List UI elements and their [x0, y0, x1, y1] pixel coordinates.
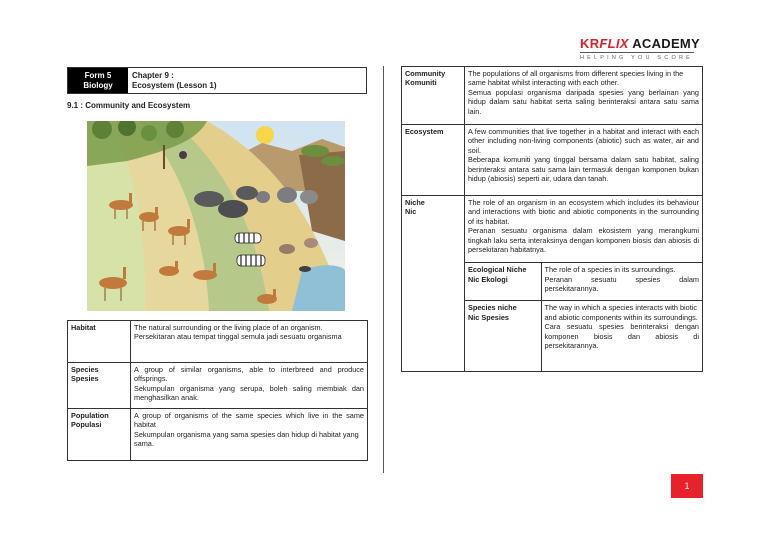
- lesson-label: Ecosystem (Lesson 1): [132, 80, 217, 90]
- table-row: [68, 409, 368, 461]
- ecosystem-illustration: [87, 121, 345, 311]
- section-title: 9.1 : Community and Ecosystem: [67, 101, 191, 110]
- table-row: [402, 196, 703, 372]
- term-cell: Ecosystem: [402, 125, 465, 196]
- term-cell: Species Spesies: [68, 363, 131, 409]
- krflix-logo: KRFLIX ACADEMY HELPING YOU SCORE: [580, 36, 701, 61]
- chapter-header: [67, 67, 367, 94]
- definition-cell: A group of similar organisms, able to interbreed and produce offsprings. Sekumpulan organisma yang serupa, boleh saling membiak dan menghasilkan anak.: [131, 363, 368, 409]
- form-subject-cell: [68, 68, 128, 93]
- table-row: [68, 363, 368, 409]
- definition-cell: The way in which a species interacts with biotic and abiotic components within its surroundings. Cara sesuatu spesies berinteraksi dengan komponen biosis dan abiosis di persekitarannya.: [541, 301, 702, 371]
- chapter-label: Chapter 9 :: [132, 70, 174, 80]
- term-cell: Habitat: [68, 321, 131, 363]
- subject-label: Biology: [83, 80, 113, 90]
- table-row: [402, 67, 703, 125]
- definitions-table-right: [401, 66, 703, 372]
- term-cell: Population Populasi: [68, 409, 131, 461]
- table-row: [465, 301, 702, 371]
- table-row: [68, 321, 368, 363]
- definitions-table-left: [67, 320, 368, 461]
- niche-subtable: [465, 262, 702, 371]
- column-divider: [383, 66, 384, 473]
- page-number-badge: 1: [671, 474, 703, 498]
- chapter-cell: [128, 68, 366, 93]
- logo-tagline: HELPING YOU SCORE: [580, 55, 693, 61]
- table-row: [402, 125, 703, 196]
- term-cell: Community Komuniti: [402, 67, 465, 125]
- form-label: Form 5: [84, 70, 112, 80]
- term-cell: Ecological Niche Nic Ekologi: [465, 263, 541, 301]
- definition-cell: The populations of all organisms from different species living in the same habitat whilst interacting with each other. Semua populasi organisma daripada spesies yang berlainan yang hidup dalam satu habitat serta saling berinteraksi antara satu sama lain.: [465, 67, 703, 125]
- term-cell: Species niche Nic Spesies: [465, 301, 541, 371]
- definition-cell: A group of organisms of the same species which live in the same habitat Sekumpulan organisma yang sama spesies dan hidup di habitat yang sama.: [131, 409, 368, 461]
- definition-cell: The role of an organism in an ecosystem which includes its behaviour and interactions with biotic and abiotic components in the surrounding of its habitat. Peranan sesuatu organisma dalam ekosistem yang merangkumi tingkah laku serta interaksinya dengan komponen biosis dan abiosis di persekitaran habitatnya. Ecological Niche Nic Ekologi The role of a species in its surroundings. Peranan sesuatu spesies dalam persekitarannya. Species niche Nic Spesies The way in which a species interacts with biotic and abiotic components within its surroundings. Cara sesuatu spesies berinteraksi dengan komponen biosis dan abiosis di persekitarannya.: [465, 196, 703, 372]
- definition-cell: A few communities that live together in a habitat and interact with each other including non-living components (abiotic) such as water, air and soil. Beberapa komuniti yang tinggal bersama dalam satu habitat, saling berinteraksi antara satu sama lain termasuk dengan komponen bukan hidup (abiosis) seperti air, udara dan tanah.: [465, 125, 703, 196]
- definition-cell: The role of a species in its surroundings. Peranan sesuatu spesies dalam persekitarannya.: [541, 263, 702, 301]
- definition-cell: The natural surrounding or the living place of an organism. Persekitaran atau tempat tinggal semula jadi sesuatu organisma: [131, 321, 368, 363]
- term-cell: Niche Nic: [402, 196, 465, 372]
- table-row: [465, 263, 702, 301]
